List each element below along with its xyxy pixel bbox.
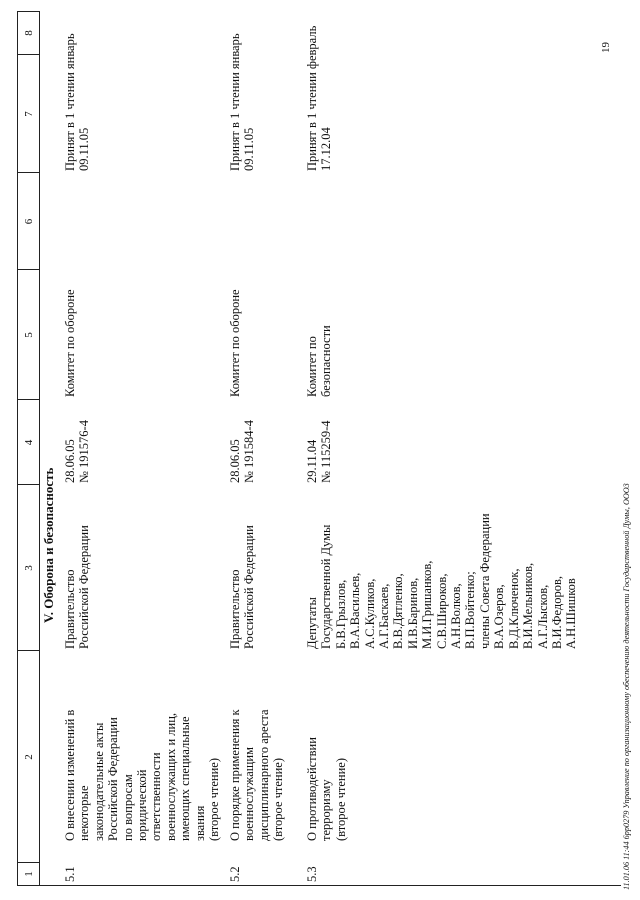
bill-table <box>17 11 621 886</box>
row-5-2-initiator: Правительство Российской Федерации <box>228 525 257 649</box>
column-header-5: 5 <box>22 332 35 338</box>
row-5-1-date-number: 28.06.05 № 191576-4 <box>63 420 92 483</box>
row-5-1-title: О внесении изменений в некоторые законодательные акты Российской Федерации по вопросам юридической ответственности военнослужащих и лиц, имеющих специальные звания (второе чтение) <box>63 709 222 841</box>
row-5-3-status: Принят в 1 чтении февраль 17.12.04 <box>305 25 334 171</box>
section-title: V. Оборона и безопасность <box>41 467 56 623</box>
column-header-1: 1 <box>22 871 35 877</box>
row-5-2-status: Принят в 1 чтении январь 09.11.05 <box>228 33 257 171</box>
column-header-7: 7 <box>22 111 35 117</box>
row-5-2-title: О порядке применения к военнослужащим дисциплинарного ареста (второе чтение) <box>228 709 286 841</box>
column-header-8: 8 <box>22 30 35 36</box>
row-5-3-number: 5.3 <box>305 866 319 882</box>
row-5-3-title: О противодействии терроризму (второе чтение) <box>305 737 348 841</box>
row-5-1-initiator: Правительство Российской Федерации <box>63 525 92 649</box>
table-header-row <box>17 11 40 885</box>
row-5-3-initiator: Депутаты Государственной Думы Б.В.Грызлов, В.А.Васильев, А.С.Куликов, А.Г.Баскаев, В.В.Дятленко, И.В.Баринов, М.И.Гришанков, С.В.Широков, А.Н.Волков, В.П.Войтенко; члены Совета Федерации В.А.Озеров, В.Д.Ключенок, В.И.Мельников, А.Г.Лысков, В.И.Федоров, А.Н.Шишков <box>305 513 579 649</box>
column-header-4: 4 <box>22 439 35 446</box>
row-5-3-committee: Комитет по безопасности <box>305 325 334 397</box>
footer-print-info: 11.01.06 11:44 6pp0279 Управление по организационному обеспечению деятельности Государственной Думы, ООО3 <box>622 483 631 890</box>
row-5-2-committee: Комитет по обороне <box>228 289 242 397</box>
column-header-3: 3 <box>22 565 35 571</box>
row-5-2-number: 5.2 <box>228 866 242 882</box>
row-5-1-status: Принят в 1 чтении январь 09.11.05 <box>63 33 92 171</box>
column-header-2: 2 <box>22 754 35 760</box>
row-5-2-date-number: 28.06.05 № 191584-4 <box>228 420 257 483</box>
column-header-6: 6 <box>22 218 35 225</box>
row-5-1-number: 5.1 <box>63 866 77 882</box>
row-5-1-committee: Комитет по обороне <box>63 289 77 397</box>
page-number: 19 <box>600 42 612 53</box>
row-5-3-date-number: 29.11.04 № 115259-4 <box>305 420 334 483</box>
